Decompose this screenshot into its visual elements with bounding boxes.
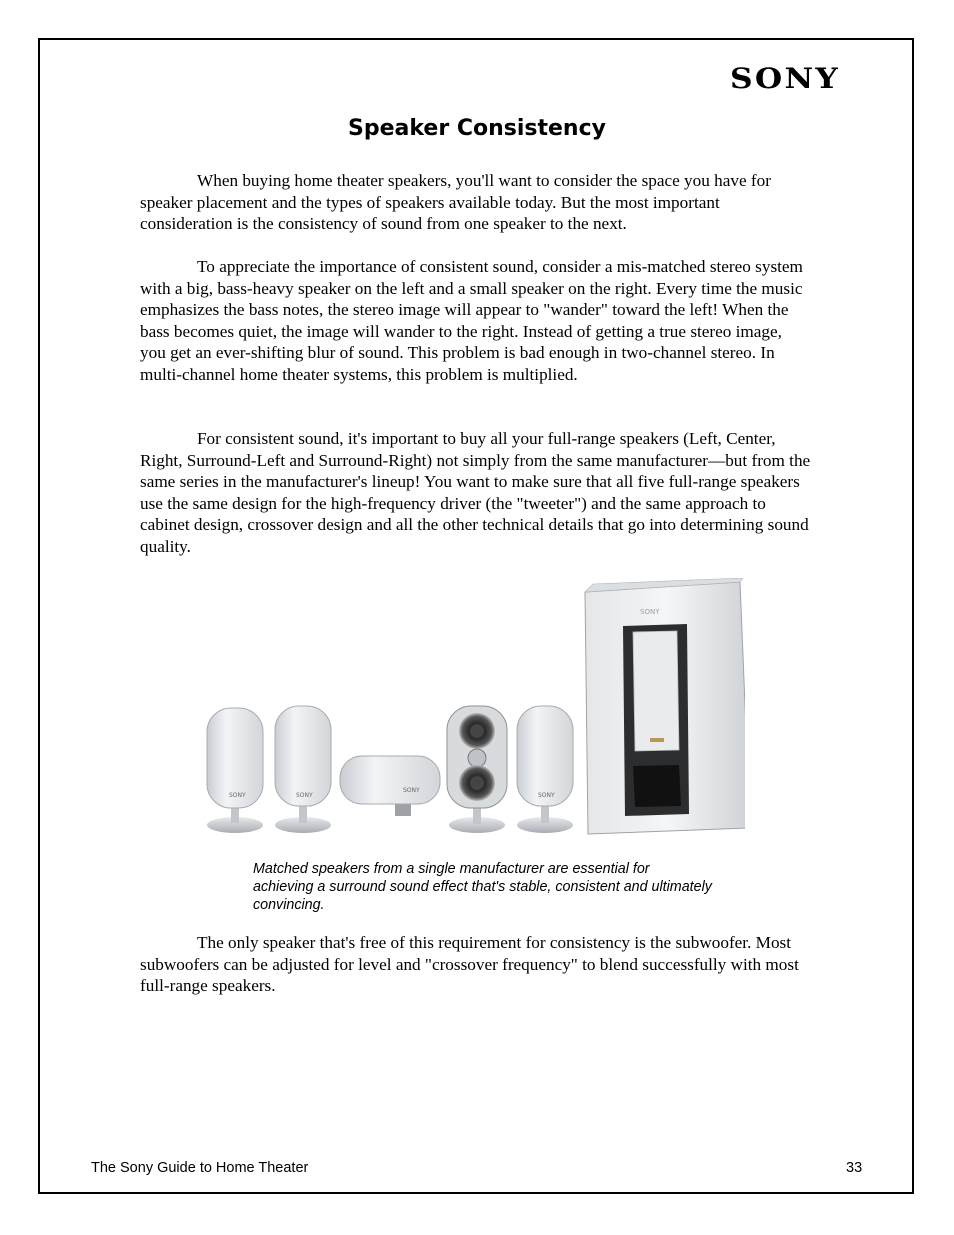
body-paragraph: When buying home theater speakers, you'll want to consider the space you have for speaker placement and the types of speakers available today. But the most important consideration is the consistency of sound from one speaker to the next. (140, 171, 771, 233)
speaker-badge: SONY (538, 792, 555, 799)
speaker-badge: SONY (403, 787, 420, 794)
speaker-system-image (195, 578, 745, 840)
speaker-badge: SONY (296, 792, 313, 799)
subwoofer (585, 578, 745, 834)
surround-speaker-left (207, 708, 263, 833)
footer-title: The Sony Guide to Home Theater (91, 1160, 309, 1176)
front-speaker-right (447, 706, 507, 833)
page-number: 33 (846, 1160, 863, 1176)
surround-speaker-right (517, 706, 573, 833)
body-paragraph: For consistent sound, it's important to buy all your full-range speakers (Left, Center, Right, Surround-Left and Surround-Right) not simply from the same manufacturer—but from the same series in the manufacturer's lineup! You want to make sure that all five full-range speakers use the same design for the high-frequency driver (the "tweeter") and the same approach to cabinet design, crossover design and all the other technical details that go into determining sound quality. (140, 429, 811, 556)
subwoofer-badge: SONY (640, 608, 660, 616)
sony-logo: SONY (730, 62, 840, 95)
front-speaker-left (275, 706, 331, 833)
body-paragraph: To appreciate the importance of consistent sound, consider a mis-matched stereo system with a big, bass-heavy speaker on the left and a small speaker on the right. Every time the music emphasizes the bass notes, the stereo image will appear to "wander" toward the left! When the bass becomes quiet, the image will wander to the right. Instead of getting a true stereo image, you get an ever-shifting blur of sound. This problem is bad enough in two-channel stereo. In multi-channel home theater systems, this problem is multiplied. (140, 257, 803, 384)
figure-caption: Matched speakers from a single manufacturer are essential for achieving a surround sound effect that's stable, consistent and ultimately convincing. (253, 861, 712, 913)
center-speaker (340, 756, 440, 816)
page-title: Speaker Consistency (348, 116, 606, 141)
body-paragraph: The only speaker that's free of this requirement for consistency is the subwoofer. Most subwoofers can be adjusted for level and "crossover frequency" to blend successfully with most full-range speakers. (140, 933, 799, 995)
speaker-badge: SONY (229, 792, 246, 799)
